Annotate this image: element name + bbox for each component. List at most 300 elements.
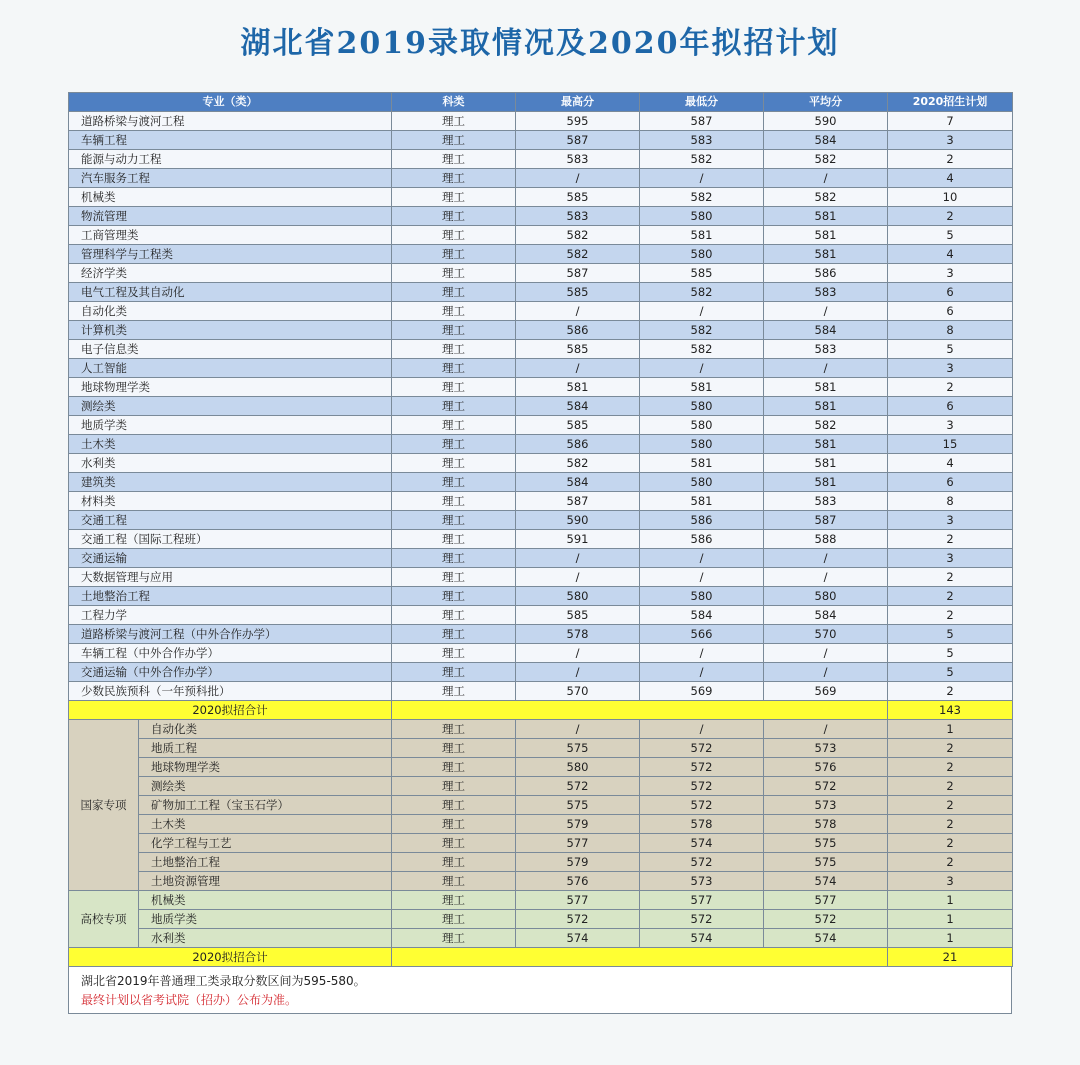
plan-cell: 1 [888,929,1013,948]
avg-score-cell: 581 [764,245,888,264]
plan-cell: 4 [888,169,1013,188]
table-row [69,245,1013,264]
avg-score-cell: 570 [764,625,888,644]
min-score-cell: 581 [640,492,764,511]
category-cell: 理工 [392,872,516,891]
category-cell: 理工 [392,150,516,169]
plan-cell: 2 [888,758,1013,777]
plan-cell: 7 [888,112,1013,131]
max-score-cell: / [516,663,640,682]
table-row [69,549,1013,568]
category-cell: 理工 [392,321,516,340]
avg-score-cell: 582 [764,416,888,435]
max-score-cell: 578 [516,625,640,644]
major-cell: 地质学类 [69,416,392,435]
plan-cell: 2 [888,739,1013,758]
table-row [69,587,1013,606]
table-row [69,321,1013,340]
table-row [69,397,1013,416]
avg-score-cell: 582 [764,188,888,207]
table-row [69,207,1013,226]
table-row [69,416,1013,435]
min-score-cell: 582 [640,188,764,207]
min-score-cell: 583 [640,131,764,150]
min-score-cell: 574 [640,929,764,948]
table-row [69,853,1013,872]
min-score-cell: 580 [640,245,764,264]
category-cell: 理工 [392,644,516,663]
category-cell: 理工 [392,530,516,549]
note-disclaimer: 最终计划以省考试院（招办）公布为准。 [81,993,298,1007]
category-cell: 理工 [392,720,516,739]
summary-total: 143 [888,701,1013,720]
max-score-cell: 582 [516,245,640,264]
plan-cell: 8 [888,492,1013,511]
category-cell: 理工 [392,606,516,625]
table-row [69,739,1013,758]
plan-cell: 6 [888,283,1013,302]
plan-cell: 10 [888,188,1013,207]
summary-label: 2020拟招合计 [69,948,392,967]
max-score-cell: / [516,644,640,663]
avg-score-cell: / [764,644,888,663]
avg-score-cell: / [764,302,888,321]
header-plan-2020: 2020招生计划 [888,93,1013,112]
avg-score-cell: 581 [764,378,888,397]
table-row [69,644,1013,663]
min-score-cell: 580 [640,587,764,606]
avg-score-cell: 575 [764,834,888,853]
avg-score-cell: 575 [764,853,888,872]
group-label-cell: 国家专项 [69,720,139,891]
max-score-cell: 586 [516,321,640,340]
plan-cell: 15 [888,435,1013,454]
max-score-cell: 579 [516,815,640,834]
major-cell: 水利类 [139,929,392,948]
major-cell: 能源与动力工程 [69,150,392,169]
min-score-cell: / [640,663,764,682]
plan-cell: 1 [888,891,1013,910]
avg-score-cell: 572 [764,777,888,796]
max-score-cell: 580 [516,587,640,606]
major-cell: 机械类 [139,891,392,910]
category-cell: 理工 [392,188,516,207]
avg-score-cell: 573 [764,739,888,758]
category-cell: 理工 [392,207,516,226]
max-score-cell: 574 [516,929,640,948]
avg-score-cell: 569 [764,682,888,701]
category-cell: 理工 [392,378,516,397]
major-cell: 机械类 [69,188,392,207]
category-cell: 理工 [392,397,516,416]
avg-score-cell: 581 [764,473,888,492]
max-score-cell: / [516,359,640,378]
plan-cell: 2 [888,815,1013,834]
max-score-cell: 590 [516,511,640,530]
category-cell: 理工 [392,264,516,283]
avg-score-cell: 584 [764,321,888,340]
category-cell: 理工 [392,929,516,948]
min-score-cell: 581 [640,454,764,473]
plan-cell: 3 [888,872,1013,891]
table-row [69,150,1013,169]
major-cell: 车辆工程 [69,131,392,150]
table-row [69,131,1013,150]
max-score-cell: 586 [516,435,640,454]
category-cell: 理工 [392,131,516,150]
avg-score-cell: 580 [764,587,888,606]
category-cell: 理工 [392,283,516,302]
min-score-cell: 587 [640,112,764,131]
min-score-cell: / [640,302,764,321]
plan-cell: 2 [888,777,1013,796]
min-score-cell: 566 [640,625,764,644]
max-score-cell: / [516,169,640,188]
max-score-cell: 576 [516,872,640,891]
max-score-cell: 585 [516,340,640,359]
major-cell: 矿物加工工程（宝玉石学） [139,796,392,815]
min-score-cell: 572 [640,910,764,929]
summary-spacer [392,948,888,967]
max-score-cell: 587 [516,264,640,283]
summary-label: 2020拟招合计 [69,701,392,720]
min-score-cell: 580 [640,473,764,492]
min-score-cell: 580 [640,207,764,226]
min-score-cell: 574 [640,834,764,853]
header-avg-score: 平均分 [764,93,888,112]
max-score-cell: 585 [516,606,640,625]
max-score-cell: 591 [516,530,640,549]
table-row [69,720,1013,739]
plan-cell: 1 [888,910,1013,929]
table-row [69,815,1013,834]
max-score-cell: 582 [516,454,640,473]
table-row [69,663,1013,682]
major-cell: 土木类 [139,815,392,834]
major-cell: 自动化类 [69,302,392,321]
max-score-cell: / [516,720,640,739]
plan-cell: 3 [888,264,1013,283]
major-cell: 交通运输（中外合作办学） [69,663,392,682]
max-score-cell: 579 [516,853,640,872]
avg-score-cell: 576 [764,758,888,777]
max-score-cell: 575 [516,796,640,815]
min-score-cell: 580 [640,397,764,416]
avg-score-cell: / [764,359,888,378]
min-score-cell: 572 [640,758,764,777]
min-score-cell: 582 [640,283,764,302]
category-cell: 理工 [392,910,516,929]
min-score-cell: 572 [640,739,764,758]
min-score-cell: 586 [640,530,764,549]
plan-cell: 2 [888,530,1013,549]
min-score-cell: 572 [640,796,764,815]
avg-score-cell: 581 [764,435,888,454]
min-score-cell: / [640,359,764,378]
table-row [69,112,1013,131]
plan-cell: 5 [888,226,1013,245]
table-row [69,530,1013,549]
plan-cell: 2 [888,587,1013,606]
major-cell: 电子信息类 [69,340,392,359]
major-cell: 地球物理学类 [139,758,392,777]
major-cell: 计算机类 [69,321,392,340]
category-cell: 理工 [392,568,516,587]
category-cell: 理工 [392,739,516,758]
plan-cell: 2 [888,378,1013,397]
major-cell: 少数民族预科（一年预科批） [69,682,392,701]
category-cell: 理工 [392,169,516,188]
avg-score-cell: 583 [764,283,888,302]
major-cell: 土地整治工程 [139,853,392,872]
avg-score-cell: 581 [764,397,888,416]
plan-cell: 2 [888,150,1013,169]
avg-score-cell: 581 [764,454,888,473]
min-score-cell: 585 [640,264,764,283]
table-row [69,910,1013,929]
max-score-cell: 581 [516,378,640,397]
avg-score-cell: / [764,549,888,568]
avg-score-cell: / [764,720,888,739]
plan-cell: 2 [888,834,1013,853]
major-cell: 地质学类 [139,910,392,929]
category-cell: 理工 [392,549,516,568]
table-row [69,777,1013,796]
plan-cell: 6 [888,302,1013,321]
table-row [69,606,1013,625]
category-cell: 理工 [392,777,516,796]
category-cell: 理工 [392,435,516,454]
plan-cell: 1 [888,720,1013,739]
category-cell: 理工 [392,853,516,872]
category-cell: 理工 [392,587,516,606]
avg-score-cell: 587 [764,511,888,530]
table-row [69,340,1013,359]
min-score-cell: / [640,644,764,663]
category-cell: 理工 [392,245,516,264]
plan-cell: 2 [888,796,1013,815]
major-cell: 土地整治工程 [69,587,392,606]
avg-score-cell: 584 [764,131,888,150]
category-cell: 理工 [392,473,516,492]
min-score-cell: 586 [640,511,764,530]
admission-table [68,92,1013,967]
plan-cell: 2 [888,682,1013,701]
major-cell: 土木类 [69,435,392,454]
plan-cell: 4 [888,454,1013,473]
max-score-cell: / [516,302,640,321]
plan-cell: 5 [888,625,1013,644]
header-min-score: 最低分 [640,93,764,112]
category-cell: 理工 [392,891,516,910]
min-score-cell: / [640,549,764,568]
table-row [69,625,1013,644]
table-row [69,758,1013,777]
major-cell: 测绘类 [139,777,392,796]
plan-cell: 3 [888,416,1013,435]
table-row [69,264,1013,283]
category-cell: 理工 [392,682,516,701]
plan-cell: 6 [888,397,1013,416]
max-score-cell: 583 [516,207,640,226]
avg-score-cell: 583 [764,492,888,511]
major-cell: 化学工程与工艺 [139,834,392,853]
min-score-cell: / [640,568,764,587]
table-row [69,188,1013,207]
category-cell: 理工 [392,663,516,682]
avg-score-cell: 581 [764,226,888,245]
major-cell: 交通工程（国际工程班） [69,530,392,549]
notes-box [68,967,1012,1014]
table-row [69,435,1013,454]
max-score-cell: 575 [516,739,640,758]
avg-score-cell: 572 [764,910,888,929]
category-cell: 理工 [392,492,516,511]
plan-cell: 8 [888,321,1013,340]
table-row [69,302,1013,321]
plan-cell: 2 [888,606,1013,625]
category-cell: 理工 [392,340,516,359]
max-score-cell: 572 [516,910,640,929]
avg-score-cell: 583 [764,340,888,359]
table-row [69,511,1013,530]
category-cell: 理工 [392,112,516,131]
category-cell: 理工 [392,834,516,853]
plan-cell: 2 [888,568,1013,587]
major-cell: 地质工程 [139,739,392,758]
table-row [69,378,1013,397]
min-score-cell: 580 [640,435,764,454]
avg-score-cell: 588 [764,530,888,549]
admission-table-container [68,92,1012,1014]
max-score-cell: 585 [516,283,640,302]
table-row [69,796,1013,815]
max-score-cell: 577 [516,891,640,910]
plan-cell: 2 [888,853,1013,872]
plan-cell: 3 [888,359,1013,378]
table-header-row [69,93,1013,112]
min-score-cell: 582 [640,340,764,359]
major-cell: 汽车服务工程 [69,169,392,188]
min-score-cell: / [640,720,764,739]
max-score-cell: 580 [516,758,640,777]
plan-cell: 3 [888,511,1013,530]
note-score-range: 湖北省2019年普通理工类录取分数区间为595-580。 [81,974,366,988]
table-row [69,682,1013,701]
max-score-cell: / [516,549,640,568]
max-score-cell: / [516,568,640,587]
table-row [69,359,1013,378]
max-score-cell: 570 [516,682,640,701]
summary-row [69,701,1013,720]
major-cell: 道路桥梁与渡河工程 [69,112,392,131]
major-cell: 工程力学 [69,606,392,625]
category-cell: 理工 [392,511,516,530]
min-score-cell: 578 [640,815,764,834]
avg-score-cell: 582 [764,150,888,169]
category-cell: 理工 [392,302,516,321]
avg-score-cell: 590 [764,112,888,131]
min-score-cell: 577 [640,891,764,910]
avg-score-cell: / [764,663,888,682]
page-title: 湖北省2019录取情况及2020年拟招计划 [240,26,840,61]
category-cell: 理工 [392,359,516,378]
max-score-cell: 584 [516,397,640,416]
min-score-cell: 582 [640,321,764,340]
avg-score-cell: 577 [764,891,888,910]
plan-cell: 3 [888,549,1013,568]
major-cell: 道路桥梁与渡河工程（中外合作办学） [69,625,392,644]
plan-cell: 5 [888,340,1013,359]
min-score-cell: 572 [640,777,764,796]
max-score-cell: 577 [516,834,640,853]
table-row [69,492,1013,511]
max-score-cell: 585 [516,416,640,435]
min-score-cell: 581 [640,226,764,245]
major-cell: 自动化类 [139,720,392,739]
category-cell: 理工 [392,454,516,473]
major-cell: 建筑类 [69,473,392,492]
plan-cell: 6 [888,473,1013,492]
min-score-cell: 580 [640,416,764,435]
major-cell: 物流管理 [69,207,392,226]
table-row [69,226,1013,245]
max-score-cell: 572 [516,777,640,796]
major-cell: 测绘类 [69,397,392,416]
major-cell: 交通运输 [69,549,392,568]
major-cell: 大数据管理与应用 [69,568,392,587]
group-label-cell: 高校专项 [69,891,139,948]
table-row [69,454,1013,473]
avg-score-cell: 581 [764,207,888,226]
table-row [69,929,1013,948]
avg-score-cell: 574 [764,929,888,948]
category-cell: 理工 [392,758,516,777]
category-cell: 理工 [392,625,516,644]
min-score-cell: 573 [640,872,764,891]
major-cell: 土地资源管理 [139,872,392,891]
category-cell: 理工 [392,815,516,834]
category-cell: 理工 [392,226,516,245]
header-max-score: 最高分 [516,93,640,112]
table-row [69,283,1013,302]
plan-cell: 4 [888,245,1013,264]
table-row [69,891,1013,910]
major-cell: 交通工程 [69,511,392,530]
max-score-cell: 583 [516,150,640,169]
table-row [69,473,1013,492]
table-row [69,872,1013,891]
major-cell: 电气工程及其自动化 [69,283,392,302]
summary-total: 21 [888,948,1013,967]
avg-score-cell: / [764,169,888,188]
category-cell: 理工 [392,416,516,435]
plan-cell: 3 [888,131,1013,150]
header-category: 科类 [392,93,516,112]
table-row [69,169,1013,188]
major-cell: 地球物理学类 [69,378,392,397]
avg-score-cell: 574 [764,872,888,891]
min-score-cell: / [640,169,764,188]
avg-score-cell: 586 [764,264,888,283]
max-score-cell: 585 [516,188,640,207]
major-cell: 材料类 [69,492,392,511]
max-score-cell: 587 [516,131,640,150]
avg-score-cell: 573 [764,796,888,815]
major-cell: 车辆工程（中外合作办学） [69,644,392,663]
header-major: 专业（类） [69,93,392,112]
major-cell: 管理科学与工程类 [69,245,392,264]
